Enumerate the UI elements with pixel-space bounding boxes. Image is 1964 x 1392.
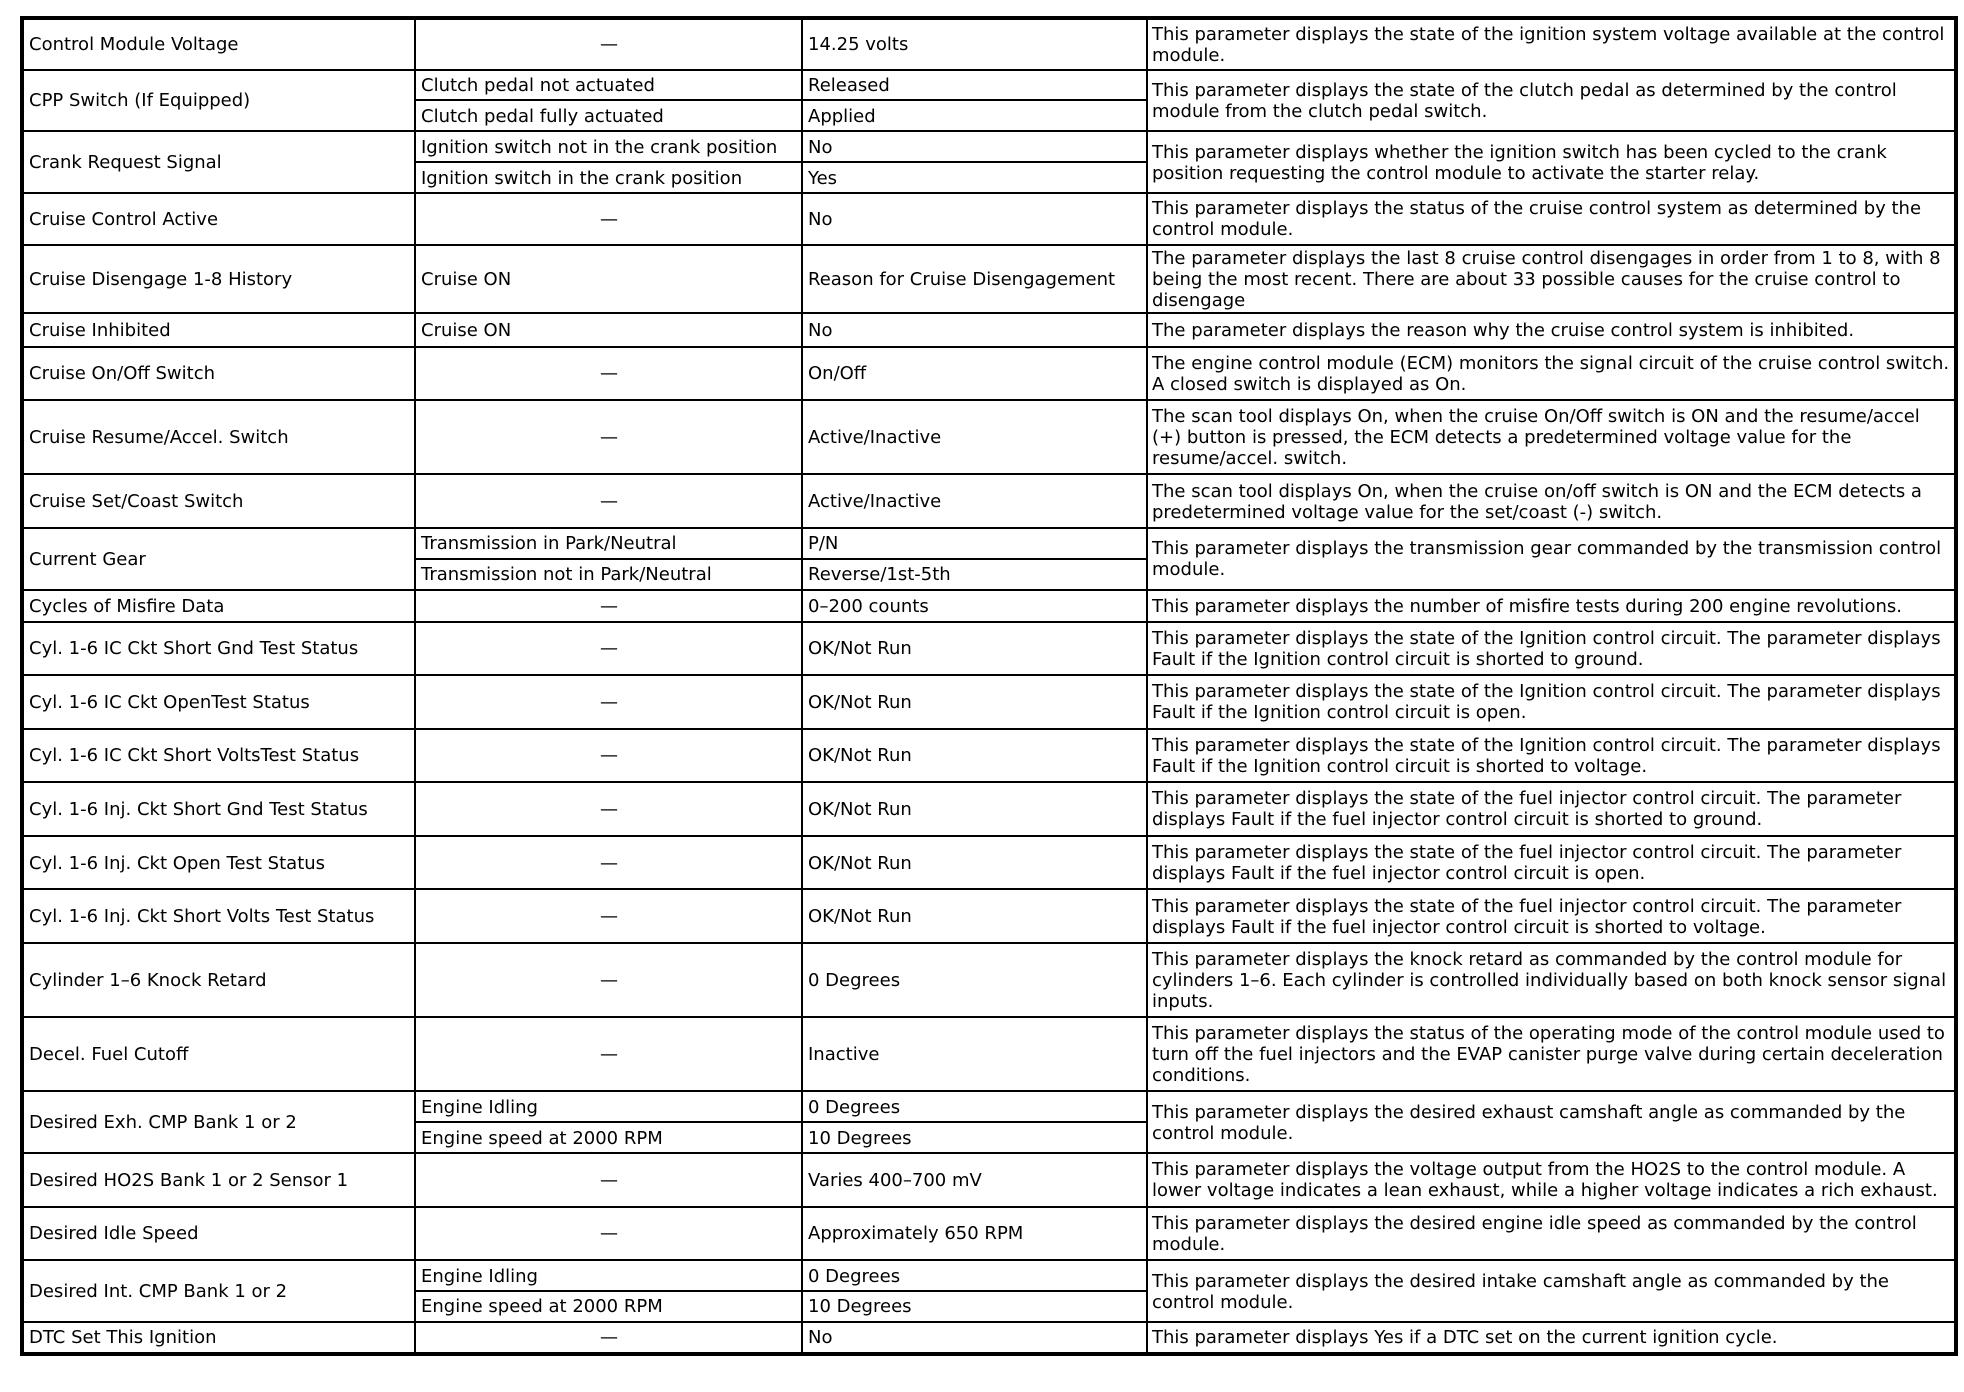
condition-cell: — xyxy=(415,622,802,676)
description-cell: The scan tool displays On, when the cruise On/Off switch is ON and the resume/accel (+) button is pressed, the ECM detects a predetermined voltage value for the resume/accel. switch. xyxy=(1147,400,1956,474)
condition-cell: — xyxy=(415,943,802,1017)
typical-value-cell: Approximately 650 RPM xyxy=(802,1207,1147,1261)
description-cell: This parameter displays the voltage output from the HO2S to the control module. A lower voltage indicates a lean exhaust, while a higher voltage indicates a rich exhaust. xyxy=(1147,1153,1956,1207)
table-row xyxy=(22,347,1956,401)
parameter-name-cell: Cyl. 1-6 IC Ckt Short VoltsTest Status xyxy=(22,729,415,783)
condition-cell: — xyxy=(415,836,802,890)
table-row xyxy=(22,1153,1956,1207)
typical-value-cell: OK/Not Run xyxy=(802,729,1147,783)
table-row xyxy=(22,1017,1956,1091)
typical-value-cell: Reverse/1st-5th xyxy=(802,559,1147,590)
table-row xyxy=(22,400,1956,474)
typical-value-cell: On/Off xyxy=(802,347,1147,401)
typical-value-cell: 0 Degrees xyxy=(802,943,1147,1017)
parameter-name-cell: Cyl. 1-6 Inj. Ckt Open Test Status xyxy=(22,836,415,890)
condition-cell: — xyxy=(415,474,802,528)
condition-cell: — xyxy=(415,590,802,622)
description-cell: This parameter displays the status of the cruise control system as determined by the control module. xyxy=(1147,193,1956,245)
condition-cell: — xyxy=(415,18,802,70)
table-row xyxy=(22,836,1956,890)
table-row xyxy=(22,675,1956,729)
description-cell: This parameter displays the number of misfire tests during 200 engine revolutions. xyxy=(1147,590,1956,622)
parameter-name-cell: Cyl. 1-6 IC Ckt Short Gnd Test Status xyxy=(22,622,415,676)
condition-cell: Transmission not in Park/Neutral xyxy=(415,559,802,590)
condition-cell: — xyxy=(415,1207,802,1261)
condition-cell: Engine Idling xyxy=(415,1091,802,1122)
table-row xyxy=(22,474,1956,528)
description-cell: The engine control module (ECM) monitors the signal circuit of the cruise control switch. A closed switch is displayed as On. xyxy=(1147,347,1956,401)
parameter-name-cell: Decel. Fuel Cutoff xyxy=(22,1017,415,1091)
table-row xyxy=(22,590,1956,622)
table-row xyxy=(22,245,1956,313)
description-cell: This parameter displays the desired exhaust camshaft angle as commanded by the control module. xyxy=(1147,1091,1956,1153)
condition-cell: Engine Idling xyxy=(415,1260,802,1291)
description-cell: This parameter displays the state of the fuel injector control circuit. The parameter displays Fault if the fuel injector control circuit is shorted to voltage. xyxy=(1147,889,1956,943)
parameter-name-cell: Cyl. 1-6 Inj. Ckt Short Volts Test Status xyxy=(22,889,415,943)
table-row xyxy=(22,70,1956,101)
typical-value-cell: Varies 400–700 mV xyxy=(802,1153,1147,1207)
typical-value-cell: OK/Not Run xyxy=(802,836,1147,890)
typical-value-cell: 0 Degrees xyxy=(802,1260,1147,1291)
condition-cell: — xyxy=(415,675,802,729)
description-cell: This parameter displays Yes if a DTC set on the current ignition cycle. xyxy=(1147,1322,1956,1354)
typical-value-cell: No xyxy=(802,313,1147,347)
condition-cell: Engine speed at 2000 RPM xyxy=(415,1291,802,1322)
condition-cell: Transmission in Park/Neutral xyxy=(415,528,802,559)
description-cell: This parameter displays the desired intake camshaft angle as commanded by the control module. xyxy=(1147,1260,1956,1322)
parameter-name-cell: Desired Idle Speed xyxy=(22,1207,415,1261)
parameter-name-cell: CPP Switch (If Equipped) xyxy=(22,70,415,132)
typical-value-cell: 0–200 counts xyxy=(802,590,1147,622)
typical-value-cell: No xyxy=(802,1322,1147,1354)
description-cell: This parameter displays the state of the Ignition control circuit. The parameter displays Fault if the Ignition control circuit is shorted to voltage. xyxy=(1147,729,1956,783)
parameter-name-cell: Desired Exh. CMP Bank 1 or 2 xyxy=(22,1091,415,1153)
table-row xyxy=(22,18,1956,70)
description-cell: The parameter displays the last 8 cruise control disengages in order from 1 to 8, with 8 being the most recent. There are about 33 possible causes for the cruise control to disengage xyxy=(1147,245,1956,313)
parameter-name-cell: Current Gear xyxy=(22,528,415,590)
description-cell: This parameter displays the state of the fuel injector control circuit. The parameter displays Fault if the fuel injector control circuit is shorted to ground. xyxy=(1147,782,1956,836)
table-row xyxy=(22,622,1956,676)
typical-value-cell: Active/Inactive xyxy=(802,400,1147,474)
description-cell: This parameter displays the transmission gear commanded by the transmission control module. xyxy=(1147,528,1956,590)
description-cell: This parameter displays the state of the clutch pedal as determined by the control module from the clutch pedal switch. xyxy=(1147,70,1956,132)
table-row xyxy=(22,193,1956,245)
parameter-name-cell: Cruise Resume/Accel. Switch xyxy=(22,400,415,474)
condition-cell: — xyxy=(415,782,802,836)
table-row xyxy=(22,729,1956,783)
condition-cell: — xyxy=(415,1017,802,1091)
description-cell: This parameter displays the desired engine idle speed as commanded by the control module. xyxy=(1147,1207,1956,1261)
condition-cell: — xyxy=(415,889,802,943)
table-row xyxy=(22,1322,1956,1354)
parameter-name-cell: Cruise Set/Coast Switch xyxy=(22,474,415,528)
table-row xyxy=(22,1207,1956,1261)
parameter-name-cell: Desired HO2S Bank 1 or 2 Sensor 1 xyxy=(22,1153,415,1207)
description-cell: This parameter displays the state of the Ignition control circuit. The parameter displays Fault if the Ignition control circuit is shorted to ground. xyxy=(1147,622,1956,676)
typical-value-cell: 10 Degrees xyxy=(802,1291,1147,1322)
condition-cell: Clutch pedal not actuated xyxy=(415,70,802,101)
condition-cell: Clutch pedal fully actuated xyxy=(415,100,802,131)
parameter-name-cell: Cyl. 1-6 Inj. Ckt Short Gnd Test Status xyxy=(22,782,415,836)
parameter-name-cell: Cruise On/Off Switch xyxy=(22,347,415,401)
typical-value-cell: 0 Degrees xyxy=(802,1091,1147,1122)
typical-value-cell: OK/Not Run xyxy=(802,782,1147,836)
table-row xyxy=(22,782,1956,836)
description-cell: This parameter displays the status of the operating mode of the control module used to turn off the fuel injectors and the EVAP canister purge valve during certain deceleration conditions. xyxy=(1147,1017,1956,1091)
condition-cell: — xyxy=(415,347,802,401)
parameter-name-cell: Cycles of Misfire Data xyxy=(22,590,415,622)
parameter-name-cell: Cruise Inhibited xyxy=(22,313,415,347)
table-row xyxy=(22,1260,1956,1291)
description-cell: The scan tool displays On, when the cruise on/off switch is ON and the ECM detects a predetermined voltage value for the set/coast (-) switch. xyxy=(1147,474,1956,528)
condition-cell: — xyxy=(415,1153,802,1207)
typical-value-cell: Yes xyxy=(802,162,1147,193)
typical-value-cell: No xyxy=(802,131,1147,162)
condition-cell: Cruise ON xyxy=(415,313,802,347)
typical-value-cell: P/N xyxy=(802,528,1147,559)
description-cell: This parameter displays the state of the Ignition control circuit. The parameter displays Fault if the Ignition control circuit is open. xyxy=(1147,675,1956,729)
description-cell: This parameter displays whether the ignition switch has been cycled to the crank position requesting the control module to activate the starter relay. xyxy=(1147,131,1956,193)
typical-value-cell: 14.25 volts xyxy=(802,18,1147,70)
condition-cell: Engine speed at 2000 RPM xyxy=(415,1122,802,1153)
table-row xyxy=(22,943,1956,1017)
condition-cell: — xyxy=(415,193,802,245)
condition-cell: Cruise ON xyxy=(415,245,802,313)
parameter-name-cell: Desired Int. CMP Bank 1 or 2 xyxy=(22,1260,415,1322)
typical-value-cell: Applied xyxy=(802,100,1147,131)
description-cell: This parameter displays the state of the fuel injector control circuit. The parameter displays Fault if the fuel injector control circuit is open. xyxy=(1147,836,1956,890)
parameter-name-cell: Cyl. 1-6 IC Ckt OpenTest Status xyxy=(22,675,415,729)
table-row xyxy=(22,313,1956,347)
condition-cell: — xyxy=(415,729,802,783)
description-cell: This parameter displays the knock retard as commanded by the control module for cylinders 1–6. Each cylinder is controlled individually based on both knock sensor signal inputs. xyxy=(1147,943,1956,1017)
parameter-name-cell: DTC Set This Ignition xyxy=(22,1322,415,1354)
table-row xyxy=(22,528,1956,559)
condition-cell: — xyxy=(415,1322,802,1354)
table-row xyxy=(22,131,1956,162)
table-row xyxy=(22,1091,1956,1122)
parameter-name-cell: Crank Request Signal xyxy=(22,131,415,193)
parameter-name-cell: Cruise Disengage 1-8 History xyxy=(22,245,415,313)
condition-cell: Ignition switch not in the crank position xyxy=(415,131,802,162)
typical-value-cell: OK/Not Run xyxy=(802,675,1147,729)
condition-cell: — xyxy=(415,400,802,474)
typical-value-cell: OK/Not Run xyxy=(802,622,1147,676)
scan-tool-data-table xyxy=(20,16,1958,1356)
typical-value-cell: Released xyxy=(802,70,1147,101)
description-cell: This parameter displays the state of the ignition system voltage available at the control module. xyxy=(1147,18,1956,70)
typical-value-cell: Reason for Cruise Disengagement xyxy=(802,245,1147,313)
condition-cell: Ignition switch in the crank position xyxy=(415,162,802,193)
parameter-name-cell: Control Module Voltage xyxy=(22,18,415,70)
typical-value-cell: Active/Inactive xyxy=(802,474,1147,528)
description-cell: The parameter displays the reason why the cruise control system is inhibited. xyxy=(1147,313,1956,347)
parameter-name-cell: Cruise Control Active xyxy=(22,193,415,245)
parameter-name-cell: Cylinder 1–6 Knock Retard xyxy=(22,943,415,1017)
table-row xyxy=(22,889,1956,943)
typical-value-cell: 10 Degrees xyxy=(802,1122,1147,1153)
typical-value-cell: Inactive xyxy=(802,1017,1147,1091)
typical-value-cell: OK/Not Run xyxy=(802,889,1147,943)
typical-value-cell: No xyxy=(802,193,1147,245)
